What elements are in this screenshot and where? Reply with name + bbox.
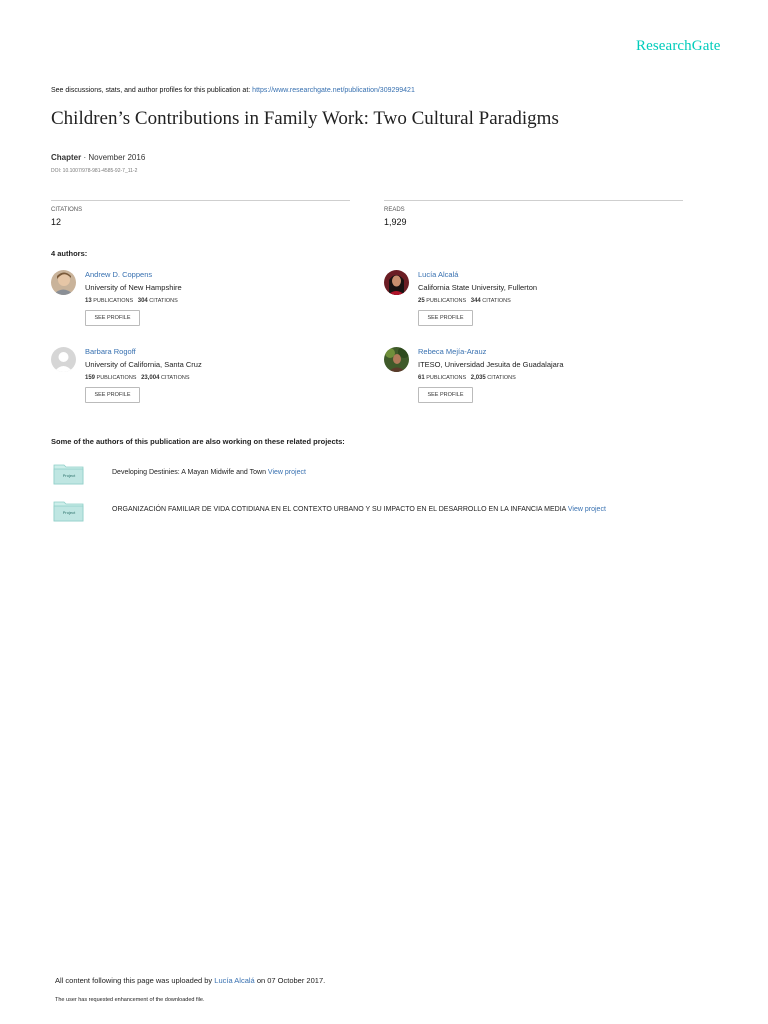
author-citations-label: CITATIONS (480, 298, 511, 304)
author-publications-label: PUBLICATIONS (424, 298, 467, 304)
author-name-link[interactable]: Rebeca Mejía-Arauz (418, 347, 487, 356)
publication-title: Children’s Contributions in Family Work: Two Cultural Paradigms (51, 108, 559, 129)
see-profile-button[interactable]: SEE PROFILE (85, 387, 140, 403)
author-publications-count: 159 (85, 375, 96, 381)
author-institution: University of New Hampshire (85, 283, 182, 292)
author-card (384, 270, 684, 336)
avatar[interactable] (384, 347, 409, 372)
project-title-text: ORGANIZACIÓN FAMILIAR DE VIDA COTIDIANA EN EL CONTEXTO URBANO Y SU IMPACTO EN EL DESARROLLO EN LA INFANCIA MEDIA (112, 506, 568, 513)
author-citations-label: CITATIONS (147, 298, 178, 304)
author-name-link[interactable]: Barbara Rogoff (85, 347, 136, 356)
author-name-link[interactable]: Lucía Alcalá (418, 270, 459, 279)
reads-divider (384, 200, 683, 201)
project-title-text: Developing Destinies: A Mayan Midwife and Town (112, 469, 268, 476)
publication-url-link[interactable]: https://www.researchgate.net/publication/309299421 (252, 87, 415, 94)
related-project-row (51, 462, 651, 488)
author-card (51, 270, 351, 336)
author-stats (85, 375, 189, 381)
view-project-link[interactable]: View project (567, 506, 606, 513)
avatar[interactable] (51, 347, 76, 372)
discussion-notice (51, 87, 415, 94)
author-citations-count: 304 (137, 298, 148, 304)
project-title (112, 506, 606, 513)
upload-notice (55, 976, 325, 985)
citations-divider (51, 200, 350, 201)
avatar[interactable] (51, 270, 76, 295)
author-publications-count: 61 (418, 375, 425, 381)
author-citations-label: CITATIONS (485, 375, 516, 381)
see-profile-button[interactable]: SEE PROFILE (85, 310, 140, 326)
see-profile-button[interactable]: SEE PROFILE (418, 387, 473, 403)
author-publications-count: 13 (85, 298, 92, 304)
publication-date: · November 2016 (81, 153, 146, 162)
author-stats (418, 298, 511, 304)
author-citations-count: 23,004 (141, 375, 160, 381)
author-institution: ITESO, Universidad Jesuita de Guadalajara (418, 360, 564, 369)
related-projects-heading: Some of the authors of this publication are also working on these related projects: (51, 437, 345, 446)
author-citations-count: 344 (470, 298, 481, 304)
view-project-link[interactable]: View project (267, 469, 306, 476)
see-profile-button[interactable]: SEE PROFILE (418, 310, 473, 326)
citations-value: 12 (51, 217, 62, 227)
discussion-text: See discussions, stats, and author profiles for this publication at: (51, 87, 253, 94)
author-card (384, 347, 684, 413)
upload-prefix: All content following this page was uploaded by (55, 976, 215, 985)
upload-suffix: on 07 October 2017. (254, 976, 326, 985)
publication-meta (51, 153, 145, 162)
author-stats (85, 298, 178, 304)
author-institution: California State University, Fullerton (418, 283, 538, 292)
reads-value: 1,929 (384, 217, 407, 227)
project-icon-label: Project (62, 473, 76, 478)
publication-doi: DOI: 10.1007/978-981-4585-92-7_11-2 (51, 168, 138, 174)
citations-label: CITATIONS (51, 207, 83, 213)
project-folder-icon (53, 499, 83, 521)
author-stats (418, 375, 516, 381)
author-citations-count: 2,035 (470, 375, 486, 381)
author-name-link[interactable]: Andrew D. Coppens (85, 270, 153, 279)
enhancement-note: The user has requested enhancement of the downloaded file. (55, 997, 205, 1003)
project-folder-icon (53, 462, 83, 484)
project-icon-label: Project (62, 510, 76, 515)
authors-heading: 4 authors: (51, 249, 88, 258)
related-project-row (51, 499, 651, 525)
author-publications-label: PUBLICATIONS (424, 375, 467, 381)
researchgate-logo[interactable]: ResearchGate (636, 38, 721, 54)
author-publications-label: PUBLICATIONS (95, 375, 137, 381)
author-card (51, 347, 351, 413)
author-citations-label: CITATIONS (159, 375, 190, 381)
reads-label: READS (384, 207, 405, 213)
publication-type: Chapter (51, 153, 82, 162)
uploader-link[interactable]: Lucía Alcalá (214, 976, 255, 985)
author-publications-count: 25 (418, 298, 425, 304)
avatar[interactable] (384, 270, 409, 295)
author-publications-label: PUBLICATIONS (91, 298, 134, 304)
project-title (112, 469, 306, 476)
author-institution: University of California, Santa Cruz (85, 360, 202, 369)
